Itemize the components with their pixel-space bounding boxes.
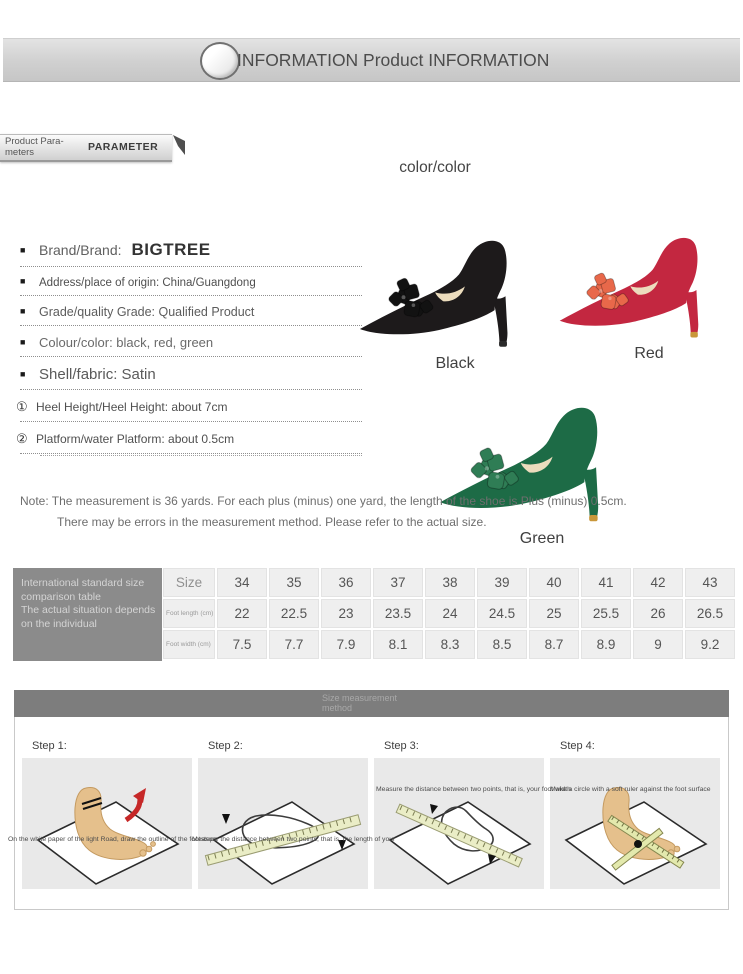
foot-measurement-icon [550,758,720,889]
size-measurement-header [14,690,729,717]
parameter-row [16,431,362,454]
foot-width-cell: 8.1 [373,630,423,659]
step-caption: Make a circle with a soft ruler against the foot surface [550,786,711,793]
step-illustration [22,758,192,889]
foot-width-cell: 8.5 [477,630,527,659]
foot-width-cell: 7.5 [217,630,267,659]
parameter-list [16,240,362,463]
foot-measurement-icon [198,758,368,889]
size-table-intro-line1: International standard size comparison table [21,577,145,603]
foot-measurement-icon [22,758,192,889]
foot-length-label-cell: Foot length (cm) [163,599,215,628]
foot-width-cell: 7.7 [269,630,319,659]
size-header-cell: Size [163,568,215,597]
size-value-cell: 40 [529,568,579,597]
note-line-1: Note: The measurement is 36 yards. For each plus (minus) one yard, the length of the shoe is Plus (minus) 0.5cm. [20,494,627,508]
foot-length-cell: 24 [425,599,475,628]
foot-length-cell: 25.5 [581,599,631,628]
parameter-label: Colour/color: black, red, green [39,335,214,350]
tab-label-left [5,137,64,158]
foot-width-cell: 8.9 [581,630,631,659]
size-value-cell: 36 [321,568,371,597]
foot-length-cell: 22 [217,599,267,628]
measurement-step-1 [8,740,217,889]
measurement-step-4 [550,740,720,889]
foot-measurement-icon [374,758,544,889]
parameter-label: Shell/fabric: Satin [39,366,156,383]
tab-label-left-line1: Product Para- [5,136,64,147]
parameter-tab [0,134,172,162]
foot-length-cell: 23 [321,599,371,628]
info-banner [3,38,740,82]
shoe-label: Red [634,345,664,363]
size-table-intro-line2: The actual situation depends on the individual [21,604,156,630]
foot-length-cell: 22.5 [269,599,319,628]
foot-width-cell: 7.9 [321,630,371,659]
foot-width-cell: 8.3 [425,630,475,659]
tab-label-left-line2: meters [5,146,35,158]
size-measurement-title [14,690,729,714]
parameter-row [16,399,362,422]
parameter-row [20,366,362,390]
square-bullet-icon: ■ [20,337,26,347]
shoe-image-red [556,224,742,363]
step-label: Step 2: [208,740,243,752]
circled-number-icon: ② [16,431,28,446]
foot-length-cell: 24.5 [477,599,527,628]
square-bullet-icon: ■ [20,369,26,379]
size-value-cell: 37 [373,568,423,597]
foot-width-cell: 9 [633,630,683,659]
tab-label-parameter: PARAMETER [88,141,159,153]
size-value-cell: 43 [685,568,735,597]
banner-title: INFORMATION Product INFORMATION [237,50,550,70]
foot-width-cell: 9.2 [685,630,735,659]
step-caption: Measure the distance between two points, that is, your foot width [376,786,571,793]
square-bullet-icon: ■ [20,245,26,255]
parameter-label: Heel Height/Heel Height: about 7cm [36,400,228,414]
tab-corner-icon [170,134,186,161]
foot-length-cell: 26 [633,599,683,628]
parameter-label: Platform/water Platform: about 0.5cm [36,432,235,446]
foot-length-cell: 23.5 [373,599,423,628]
shoe-image-black [356,226,554,373]
parameter-row [20,335,362,357]
note-line-2: There may be errors in the measurement method. Please refer to the actual size. [57,515,487,529]
size-value-cell: 34 [217,568,267,597]
step-label: Step 3: [384,740,419,752]
step-caption: Measure the distance between two points, that is, the length of your [192,836,396,843]
step-label: Step 1: [32,740,67,752]
step-label: Step 4: [560,740,595,752]
foot-width-cell: 8.7 [529,630,579,659]
foot-length-cell: 25 [529,599,579,628]
foot-width-label-cell: Foot width (cm) [163,630,215,659]
foot-length-cell: 26.5 [685,599,735,628]
size-table-intro [13,568,162,661]
size-value-cell: 39 [477,568,527,597]
size-measurement-title-line2: method [322,703,353,714]
measurement-step-3 [374,740,571,889]
measurement-step-2 [192,740,396,889]
square-bullet-icon: ■ [20,276,26,286]
parameter-label: Address/place of origin: China/Guangdong [39,277,256,289]
color-heading: color/color [399,159,471,176]
shoe-label: Green [519,529,565,547]
step-caption: On the white paper of the light Road, draw the outline of the footsteps [8,836,217,843]
brand-value: BIGTREE [131,240,211,259]
step-illustration [374,758,544,889]
shoe-label: Black [435,354,475,372]
step-illustration [198,758,368,889]
square-bullet-icon: ■ [20,306,26,316]
parameter-row [20,240,362,267]
high-heel-shoe-icon [356,226,554,353]
measurement-steps [8,717,729,910]
size-table [163,568,735,659]
step-illustration [550,758,720,889]
parameter-label: Brand/Brand: [39,242,122,258]
size-value-cell: 35 [269,568,319,597]
size-value-cell: 38 [425,568,475,597]
parameter-row [20,305,362,326]
parameter-row [20,276,362,296]
circled-number-icon: ① [16,399,28,414]
size-value-cell: 41 [581,568,631,597]
size-value-cell: 42 [633,568,683,597]
parameter-label: Grade/quality Grade: Qualified Product [39,305,255,319]
high-heel-shoe-icon [556,224,742,343]
oval-badge-icon [200,42,240,80]
size-measurement-title-line1: Size measurement [322,693,398,703]
